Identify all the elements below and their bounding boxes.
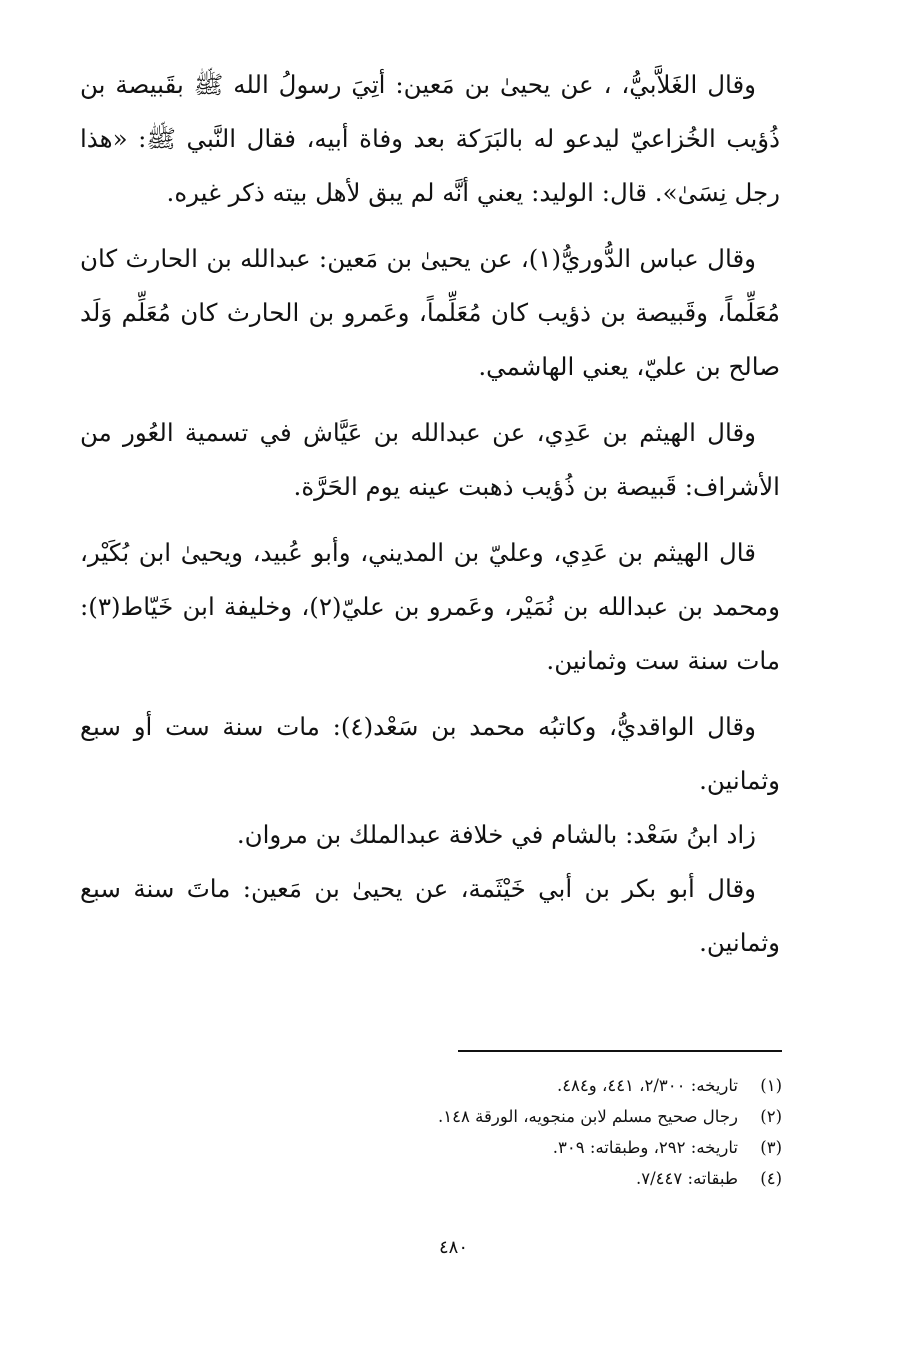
footnote-text: رجال صحيح مسلم لابن منجويه، الورقة ١٤٨. <box>438 1107 738 1126</box>
paragraph-1: وقال الغَلاَّبيُّ، ، عن يحيىٰ بن مَعين: أتِيَ رسولُ الله ﷺ بقَبيصة بن ذُؤيب الخُزاعيّ ليدعو له بالبَرَكة بعد وفاة أبيه، فقال النَّبي ﷺ: «هذا رجل نِسَىٰ». قال: الوليد: يعني أنَّه لم يبق لأهل بيته ذكر غيره. <box>80 70 780 207</box>
paragraph-2: وقال عباس الدُّوريُّ(١)، عن يحيىٰ بن مَعين: عبدالله بن الحارث كان مُعَلِّماً، وقَبيصة بن ذؤيب كان مُعَلِّماً، وعَمرو بن الحارث كان مُعَلِّم وَلَد صالح بن عليّ، يعني الهاشمي. <box>80 244 780 381</box>
footnote-2 <box>300 1101 782 1132</box>
paragraph-5: وقال الواقديُّ، وكاتبُه محمد بن سَعْد(٤): مات سنة ست أو سبع وثمانين. <box>80 712 780 795</box>
footnote-text: تاريخه: ٢/٣٠٠، ٤٤١، و٤٨٤. <box>556 1076 738 1095</box>
paragraph-3: وقال الهيثم بن عَدِي، عن عبدالله بن عَيَّاش في تسمية العُور من الأشراف: قَبيصة بن ذُؤيب ذهبت عينه يوم الحَرَّة. <box>80 418 780 501</box>
footnote-number: (٢) <box>760 1107 782 1126</box>
paragraph-7: وقال أبو بكر بن أبي خَيْثَمة، عن يحيىٰ بن مَعين: ماتَ سنة سبع وثمانين. <box>80 874 780 957</box>
footnote-text: طبقاته: ٧/٤٤٧. <box>636 1169 738 1188</box>
footnote-number: (٤) <box>760 1169 782 1188</box>
main-text-block <box>80 58 780 970</box>
footnote-1 <box>300 1070 782 1101</box>
footnote-divider <box>458 1050 782 1052</box>
footnote-number: (٣) <box>760 1138 782 1157</box>
page-number: ٤٨٠ <box>438 1237 468 1258</box>
footnote-text: تاريخه: ٢٩٢، وطبقاته: ٣٠٩. <box>552 1138 738 1157</box>
footnote-number: (١) <box>760 1076 782 1095</box>
paragraph-4: قال الهيثم بن عَدِي، وعليّ بن المديني، وأبو عُبيد، ويحيىٰ ابن بُكَيْر، ومحمد بن عبدالله بن نُمَيْر، وعَمرو بن عليّ(٢)، وخليفة ابن خَيّاط(٣): مات سنة ست وثمانين. <box>80 538 780 675</box>
footnote-3 <box>300 1132 782 1163</box>
footnote-4 <box>300 1163 782 1194</box>
footnotes <box>300 1070 782 1194</box>
paragraph-6: زاد ابنُ سَعْد: بالشام في خلافة عبدالملك بن مروان. <box>236 820 756 849</box>
